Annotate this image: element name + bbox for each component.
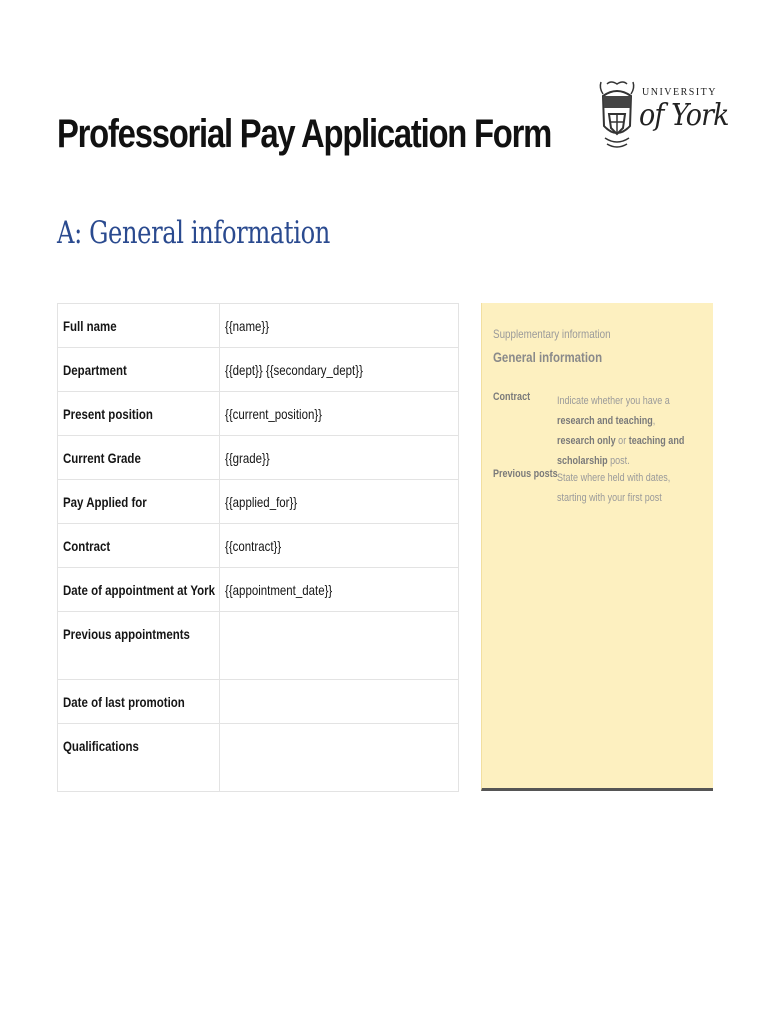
row-value: {{dept}} {{secondary_dept}}	[225, 362, 363, 378]
row-label: Qualifications	[63, 738, 139, 754]
grade-field[interactable]	[220, 436, 459, 480]
row-label: Current Grade	[63, 450, 141, 466]
row-label: Department	[63, 362, 127, 378]
row-label: Date of last promotion	[63, 694, 185, 710]
supplementary-heading: General information	[493, 349, 603, 365]
logo-york: of York	[639, 98, 729, 133]
note-previous-posts	[493, 468, 708, 508]
table-row	[58, 348, 459, 392]
note-text: State where held with dates, starting with your first post	[557, 472, 671, 504]
logo-university: UNIVERSITY	[642, 87, 717, 98]
position-field[interactable]	[220, 392, 459, 436]
table-row	[58, 680, 459, 724]
row-label: Contract	[63, 538, 111, 554]
table-row	[58, 612, 459, 680]
previous-appointments-field[interactable]	[220, 612, 459, 680]
row-value: {{appointment_date}}	[225, 582, 333, 598]
name-field[interactable]	[220, 304, 459, 348]
last-promotion-field[interactable]	[220, 680, 459, 724]
pay-applied-field[interactable]	[220, 480, 459, 524]
table-row	[58, 480, 459, 524]
page-title: Professorial Pay Application Form	[57, 112, 552, 156]
row-label: Full name	[63, 318, 117, 334]
row-label: Pay Applied for	[63, 494, 147, 510]
appointment-date-field[interactable]	[220, 568, 459, 612]
general-info-table	[57, 303, 459, 792]
supplementary-kicker: Supplementary information	[493, 327, 611, 341]
row-value: {{current_position}}	[225, 406, 323, 422]
row-label: Previous appointments	[63, 626, 190, 642]
table-row	[58, 724, 459, 792]
row-value: {{grade}}	[225, 450, 270, 466]
note-key: Previous posts	[493, 468, 558, 480]
contract-field[interactable]	[220, 524, 459, 568]
row-label: Date of appointment at York	[63, 582, 216, 598]
row-value: {{name}}	[225, 318, 270, 334]
row-label: Present position	[63, 406, 153, 422]
section-title: A: General information	[57, 215, 330, 251]
note-text: Indicate whether you have a research and teaching, research only or teaching and scholarship post.	[557, 395, 685, 467]
university-logo	[597, 78, 729, 162]
table-row	[58, 392, 459, 436]
table-row	[58, 524, 459, 568]
row-value: {{applied_for}}	[225, 494, 298, 510]
qualifications-field[interactable]	[220, 724, 459, 792]
supplementary-panel	[481, 303, 713, 791]
department-field[interactable]	[220, 348, 459, 392]
crest-icon	[597, 78, 637, 158]
note-contract	[493, 391, 708, 467]
row-value: {{contract}}	[225, 538, 282, 554]
table-row	[58, 304, 459, 348]
table-row	[58, 568, 459, 612]
note-key: Contract	[493, 391, 531, 403]
table-row	[58, 436, 459, 480]
